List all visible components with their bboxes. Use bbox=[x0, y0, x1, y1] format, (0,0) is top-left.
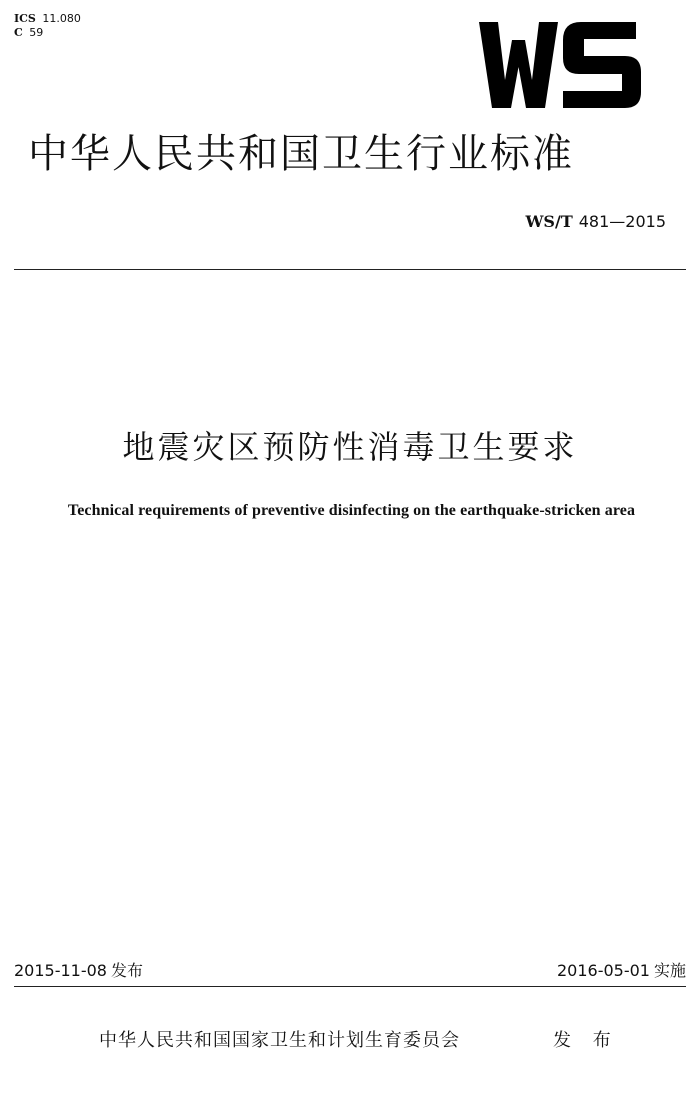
implementation-date: 2016-05-01 bbox=[557, 961, 650, 980]
top-divider bbox=[14, 269, 686, 270]
ccs-code: 59 bbox=[29, 26, 44, 39]
issuing-authority: 中华人民共和国国家卫生和计划生育委员会 bbox=[99, 1030, 460, 1051]
ics-label: ICS bbox=[14, 12, 36, 25]
document-title-chinese: 地震灾区预防性消毒卫生要求 bbox=[122, 428, 578, 466]
issuing-action: 发 布 bbox=[553, 1030, 619, 1051]
document-title-english: Technical requirements of preventive disinfecting on the earthquake-stricken area bbox=[67, 502, 636, 519]
ccs-label: C bbox=[14, 26, 23, 39]
ws-logo bbox=[479, 22, 641, 108]
ics-code: 11.080 bbox=[42, 12, 81, 25]
issue-date: 2015-11-08 bbox=[14, 961, 107, 980]
ws-logo-s bbox=[563, 22, 641, 108]
ccs-classification bbox=[14, 26, 43, 40]
implementation-date-line bbox=[557, 960, 686, 982]
bottom-divider bbox=[14, 986, 686, 987]
standard-type-title: 中华人民共和国卫生行业标准 bbox=[28, 131, 574, 177]
ws-logo-w bbox=[479, 22, 558, 108]
issue-date-line bbox=[14, 960, 143, 982]
standard-code bbox=[525, 212, 666, 232]
issue-date-word: 发布 bbox=[110, 961, 143, 980]
implementation-date-word: 实施 bbox=[653, 961, 686, 980]
ics-classification bbox=[14, 12, 81, 26]
standard-code-prefix: WS/T bbox=[525, 212, 573, 231]
standard-code-number: 481—2015 bbox=[578, 212, 666, 231]
